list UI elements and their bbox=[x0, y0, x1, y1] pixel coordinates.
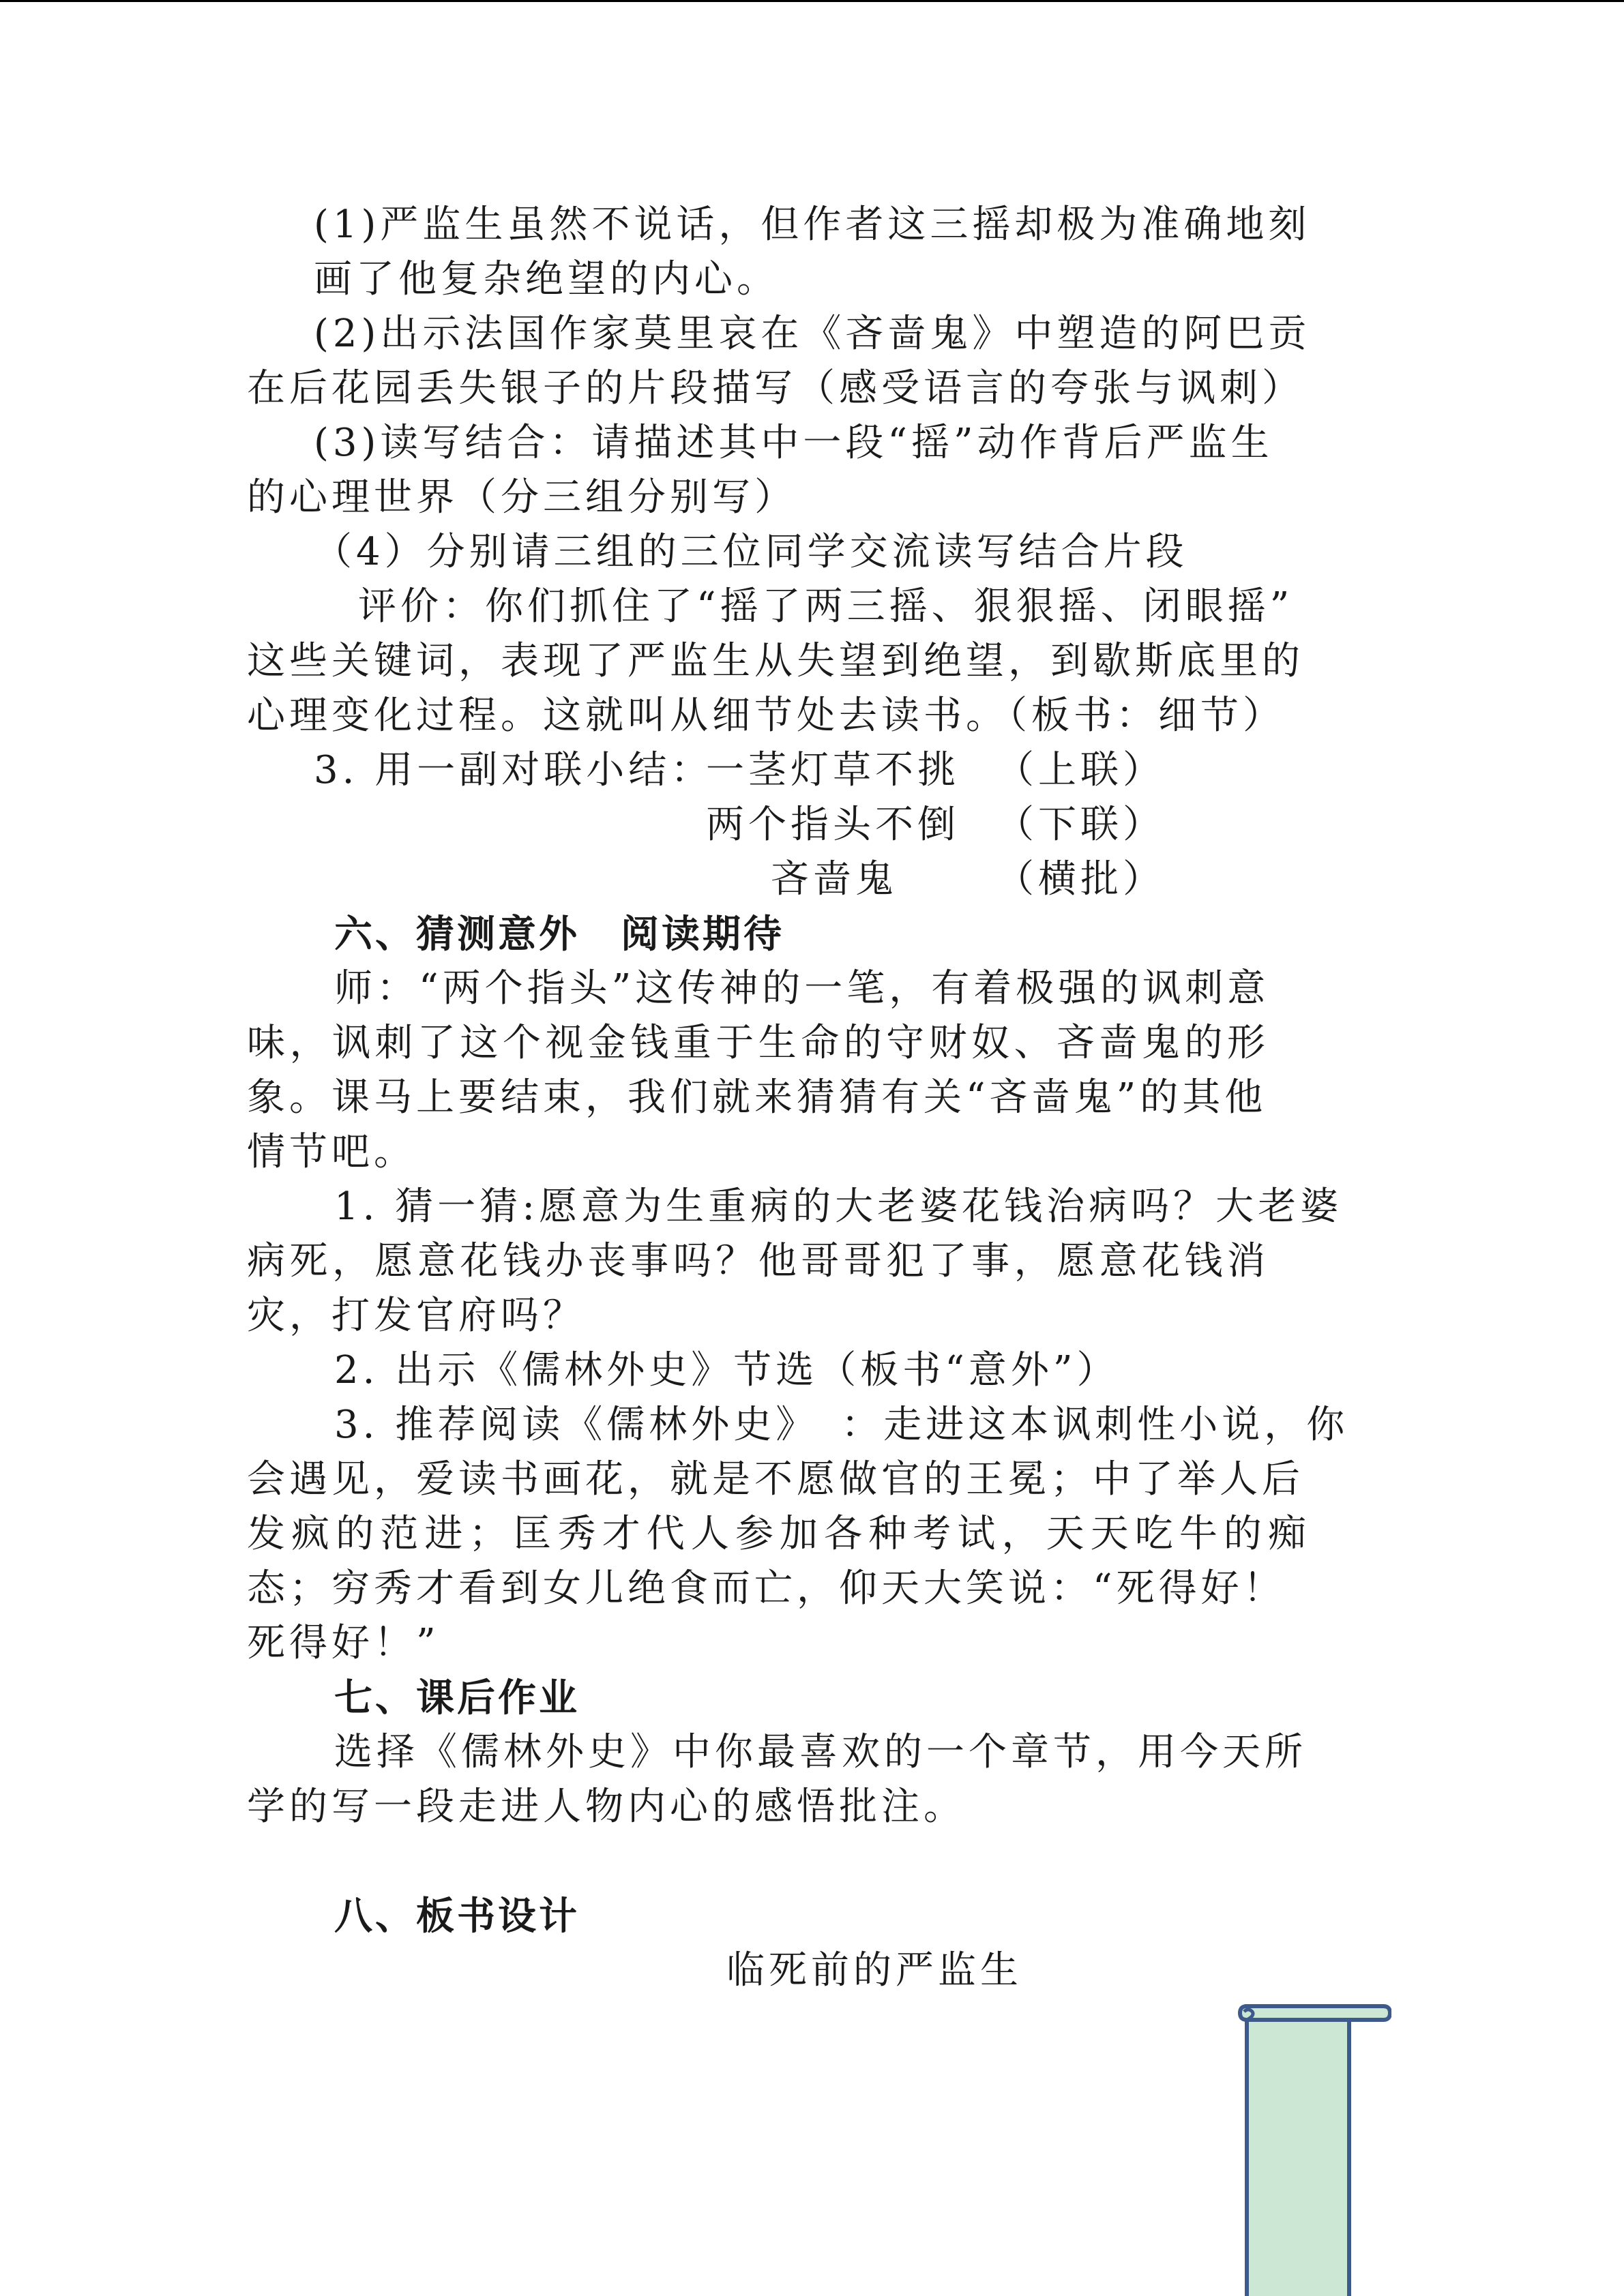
recommend-line-4: 态；穷秀才看到女儿绝食而亡，仰天大笑说：“死得好！ bbox=[247, 1566, 1286, 1611]
section-8-heading: 八、板书设计 bbox=[334, 1894, 580, 1939]
section-6-line-2: 味，讽刺了这个视金钱重于生命的守财奴、吝啬鬼的形 bbox=[247, 1021, 1267, 1065]
homework-line-1: 选择《儒林外史》中你最喜欢的一个章节，用今天所 bbox=[334, 1730, 1307, 1774]
para-1-line-1: (1)严监生虽然不说话，但作者这三摇却极为准确地刻 bbox=[314, 203, 1311, 247]
section-6-line-1: 师：“两个指头”这传神的一笔，有着极强的讽刺意 bbox=[334, 966, 1270, 1011]
para-3-line-2: 的心理世界（分三组分别写） bbox=[247, 475, 797, 520]
section-6-line-3: 象。课马上要结束，我们就来猜猜有关“吝啬鬼”的其他 bbox=[247, 1075, 1267, 1120]
guess-line-3: 灾，打发官府吗？ bbox=[247, 1294, 585, 1338]
evaluation-line-3: 心理变化过程。这就叫从细节处去读书。（板书：细节） bbox=[247, 694, 1285, 738]
para-1-line-2: 画了他复杂绝望的内心。 bbox=[314, 257, 779, 301]
para-2-line-1: (2)出示法国作家莫里哀在《吝啬鬼》中塑造的阿巴贡 bbox=[314, 312, 1311, 356]
couplet-upper-text: 一茎灯草不挑 bbox=[706, 748, 960, 792]
couplet-top-tag: （横批） bbox=[996, 857, 1165, 901]
para-3-line-1: (3)读写结合：请描述其中一段“摇”动作背后严监生 bbox=[314, 421, 1273, 465]
recommend-line-5: 死得好！” bbox=[247, 1621, 440, 1665]
evaluation-line-2: 这些关键词，表现了严监生从失望到绝望，到歇斯底里的 bbox=[247, 639, 1304, 683]
homework-line-2: 学的写一段走进人物内心的感悟批注。 bbox=[247, 1785, 966, 1829]
couplet-upper-tag: （上联） bbox=[996, 748, 1165, 792]
recommend-line-1: 3. 推荐阅读《儒林外史》 ：走进这本讽刺性小说，你 bbox=[334, 1403, 1349, 1447]
scroll-body bbox=[1247, 2006, 1349, 2296]
excerpt-line: 2. 出示《儒林外史》节选（板书“意外”） bbox=[334, 1348, 1119, 1392]
blackboard-title: 临死前的严监生 bbox=[726, 1948, 1022, 1993]
couplet-lower-tag: （下联） bbox=[996, 803, 1165, 847]
section-6-heading: 六、猜测意外 阅读期待 bbox=[334, 912, 784, 957]
couplet-lower-text: 两个指头不倒 bbox=[706, 803, 960, 847]
scroll-illustration bbox=[1228, 1991, 1391, 2296]
section-6-line-4: 情节吧。 bbox=[247, 1130, 416, 1174]
couplet-intro: 3. 用一副对联小结： bbox=[314, 748, 713, 792]
guess-line-2: 病死，愿意花钱办丧事吗？他哥哥犯了事，愿意花钱消 bbox=[247, 1239, 1267, 1283]
recommend-line-2: 会遇见，爱读书画花，就是不愿做官的王冕；中了举人后 bbox=[247, 1457, 1304, 1502]
section-7-heading: 七、课后作业 bbox=[334, 1675, 580, 1720]
couplet-top-text: 吝啬鬼 bbox=[771, 857, 898, 901]
recommend-line-3: 发疯的范进；匡秀才代人参加各种考试，天天吃牛的痴 bbox=[247, 1512, 1308, 1556]
para-4-line: （4）分别请三组的三位同学交流读写结合片段 bbox=[314, 530, 1188, 574]
evaluation-line-1: 评价：你们抓住了“摇了两三摇、狠狠摇、闭眼摇” bbox=[358, 584, 1294, 629]
scroll-top-roll bbox=[1240, 2006, 1390, 2020]
guess-line-1: 1. 猜一猜:愿意为生重病的大老婆花钱治病吗？大老婆 bbox=[334, 1184, 1343, 1229]
para-2-line-2: 在后花园丢失银子的片段描写（感受语言的夸张与讽刺） bbox=[247, 366, 1304, 411]
